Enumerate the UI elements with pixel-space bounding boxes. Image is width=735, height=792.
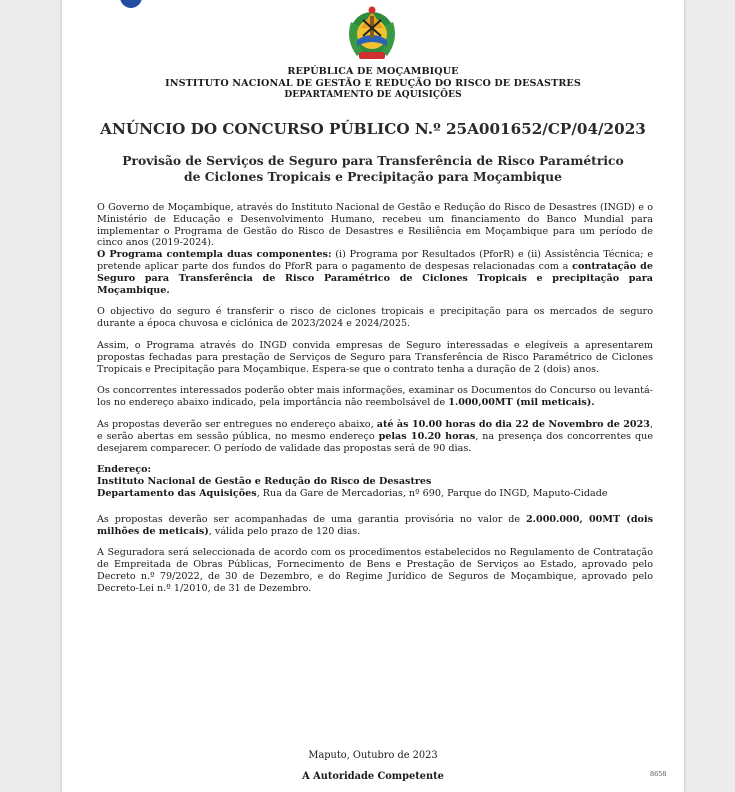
address-label: Endereço: <box>97 464 152 476</box>
corner-marker <box>120 0 142 8</box>
address-block <box>97 464 653 499</box>
address-department: Departamento das Aquisições <box>97 487 257 499</box>
paragraph-deadline <box>97 419 653 454</box>
documents-fee: 1.000,00MT (mil meticais). <box>448 397 595 409</box>
documents-text: Os concorrentes interessados poderão obter mais informações, examinar os Documentos do Concurso ou levantá-los no endereço abaixo indicado, pela importância não reembolsável de <box>97 385 653 409</box>
competent-authority: A Autoridade Competente <box>302 771 444 782</box>
reference-code: 8658 <box>650 770 667 778</box>
guarantee-amount: 2.000.000, 00MT (dois milhões de meticais) <box>97 513 653 537</box>
program-bold-lead: O Programa contempla duas componentes: <box>97 249 332 261</box>
paragraph-objective: O objectivo do seguro é transferir o risco de ciclones tropicais e precipitação para os mercados de seguro durante a época chuvosa e ciclónica de 2023/2024 e 2024/2025. <box>97 306 653 330</box>
announcement-title: ANÚNCIO DO CONCURSO PÚBLICO N.º 25A001652/CP/04/2023 <box>100 120 646 138</box>
program-bold-end: contratação de Seguro para Transferência de Risco Paramétrico de Ciclones Tropicais e precipitação para Moçambique. <box>97 260 653 296</box>
announcement-subtitle-line2: de Ciclones Tropicais e Precipitação para Moçambique <box>184 169 562 184</box>
deadline-date: até às 10.00 horas do dia 22 de Novembro de 2023 <box>376 418 650 430</box>
address-street: , Rua da Gare de Mercadorias, nº 690, Parque do INGD, Maputo-Cidade <box>256 487 608 499</box>
deadline-text2: , e serão abertas em sessão pública, no mesmo endereço <box>97 418 653 442</box>
header-department: DEPARTAMENTO DE AQUISIÇÕES <box>284 90 462 100</box>
paragraph-documents <box>97 385 653 409</box>
address-institute: Instituto Nacional de Gestão e Redução do Risco de Desastres <box>97 476 432 488</box>
paragraph-invitation: Assim, o Programa através do INGD convida empresas de Seguro interessadas e elegíveis a apresentarem propostas fechadas para prestação de Serviços de Seguro para Transferência de Risco Paramétrico de Ciclones Tropicais e Precipitação para Moçambique. Espera-se que o contrato tenha a duração de 2 (dois) anos. <box>97 339 653 375</box>
paragraph-guarantee <box>97 514 653 538</box>
place-date: Maputo, Outubro de 2023 <box>308 750 438 761</box>
header-country: REPÚBLICA DE MOÇAMBIQUE <box>287 66 459 77</box>
paragraph-program <box>97 249 653 296</box>
guarantee-text2: , válida pelo prazo de 120 dias. <box>208 525 361 537</box>
program-text: (i) Programa por Resultados (PforR) e (ii) Assistência Técnica; e pretende aplicar parte dos fundos do PforR para o pagamento de despesas relacionadas com a <box>97 249 653 272</box>
announcement-body <box>97 202 653 595</box>
deadline-text1: As propostas deverão ser entregues no endereço abaixo, <box>97 418 377 430</box>
document-page <box>62 0 684 792</box>
header-institute: INSTITUTO NACIONAL DE GESTÃO E REDUÇÃO DO RISCO DE DESASTRES <box>165 78 581 89</box>
national-emblem <box>339 0 405 62</box>
paragraph-funding: O Governo de Moçambique, através do Instituto Nacional de Gestão e Redução do Risco de Desastres (INGD) e o Ministério de Educação e Desenvolvimento Humano, recebeu um financiamento do Banco Mundial para implementar o Programa de Gestão do Risco de Desastres e Resiliência em Moçambique para um período de cinco anos (2019-2024). <box>97 202 653 249</box>
guarantee-text1: As propostas deverão ser acompanhadas de uma garantia provisória no valor de <box>97 513 526 525</box>
deadline-text3: , na presença dos concorrentes que desejarem comparecer. O período de validade das propostas será de 90 dias. <box>97 430 653 454</box>
announcement-subtitle-line1: Provisão de Serviços de Seguro para Transferência de Risco Paramétrico <box>122 153 624 168</box>
opening-time: pelas 10.20 horas <box>378 430 476 442</box>
paragraph-selection: A Seguradora será seleccionada de acordo com os procedimentos estabelecidos no Regulamento de Contratação de Empreitada de Obras Públicas, Fornecimento de Bens e Prestação de Serviços ao Estado, aprovado pelo Decreto n.º 79/2022, de 30 de Dezembro, e do Regime Jurídico de Seguros de Moçambique, aprovado pelo Decreto-Lei n.º 1/2010, de 31 de Dezembro. <box>97 547 653 594</box>
